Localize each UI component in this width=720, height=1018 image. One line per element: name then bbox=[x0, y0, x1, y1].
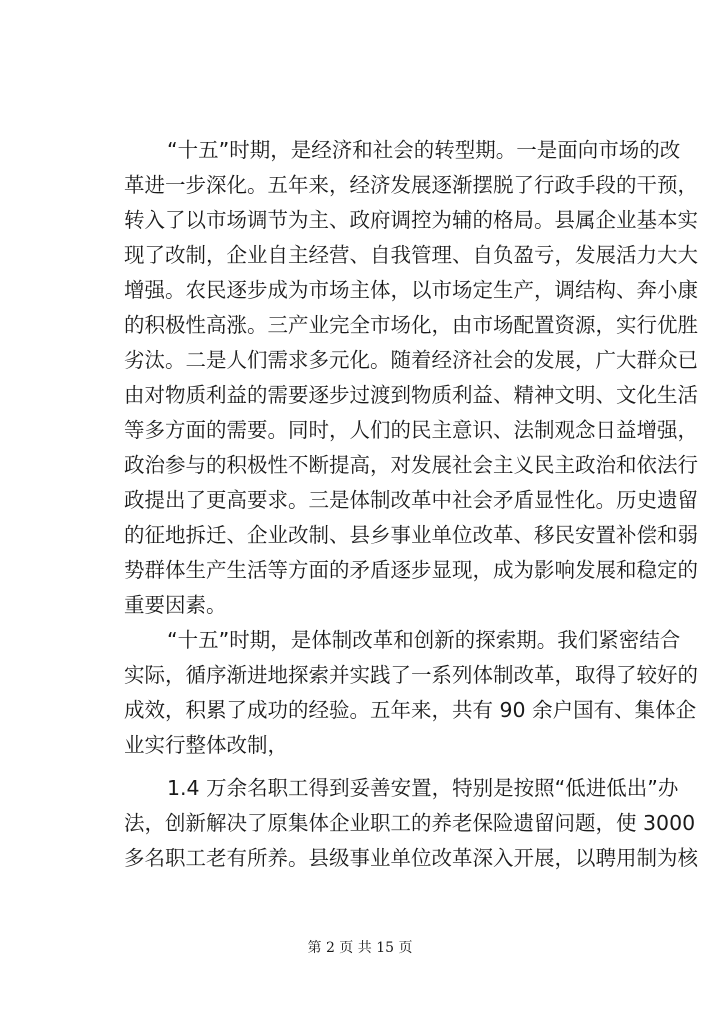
paragraph-1-line-4: 现了改制，企业自主经营、自我管理、自负盈亏，发展活力大大 bbox=[124, 243, 698, 267]
paragraph-3-line-3: 多名职工老有所养。县级事业单位改革深入开展，以聘用制为核 bbox=[124, 846, 698, 870]
paragraph-1-line-3: 转入了以市场调节为主、政府调控为辅的格局。县属企业基本实 bbox=[124, 208, 698, 232]
paragraph-2-line-1: “十五”时期，是体制改革和创新的探索期。我们紧密结合 bbox=[167, 628, 681, 652]
paragraph-3-line-1: 1.4 万余名职工得到妥善安置，特别是按照“低进低出”办 bbox=[167, 776, 679, 800]
paragraph-2-line-2: 实际，循序渐进地探索并实践了一系列体制改革，取得了较好的 bbox=[124, 663, 698, 687]
paragraph-1-line-6: 的积极性高涨。三产业完全市场化，由市场配置资源，实行优胜 bbox=[124, 313, 698, 337]
paragraph-2-line-3: 成效，积累了成功的经验。五年来，共有 90 余户国有、集体企 bbox=[124, 698, 697, 722]
paragraph-2-line-4: 业实行整体改制， bbox=[124, 733, 288, 757]
paragraph-1-line-2: 革进一步深化。五年来，经济发展逐渐摆脱了行政手段的干预， bbox=[124, 173, 698, 197]
paragraph-1-line-5: 增强。农民逐步成为市场主体，以市场定生产，调结构、奔小康 bbox=[124, 278, 698, 302]
paragraph-1-line-8: 由对物质利益的需要逐步过渡到物质利益、精神文明、文化生活 bbox=[124, 383, 698, 407]
paragraph-1-line-9: 等多方面的需要。同时，人们的民主意识、法制观念日益增强， bbox=[124, 418, 698, 442]
paragraph-1-line-13: 势群体生产生活等方面的矛盾逐步显现，成为影响发展和稳定的 bbox=[124, 558, 698, 582]
paragraph-3-line-2: 法，创新解决了原集体企业职工的养老保险遗留问题，使 3000 bbox=[124, 811, 696, 835]
paragraph-1-line-12: 的征地拆迁、企业改制、县乡事业单位改革、移民安置补偿和弱 bbox=[124, 523, 698, 547]
paragraph-1-line-11: 政提出了更高要求。三是体制改革中社会矛盾显性化。历史遗留 bbox=[124, 488, 698, 512]
paragraph-1-line-14: 重要因素。 bbox=[124, 593, 227, 617]
paragraph-1-line-1: “十五”时期，是经济和社会的转型期。一是面向市场的改 bbox=[167, 138, 681, 162]
paragraph-1-line-10: 政治参与的积极性不断提高，对发展社会主义民主政治和依法行 bbox=[124, 453, 698, 477]
paragraph-1-line-7: 劣汰。二是人们需求多元化。随着经济社会的发展，广大群众已 bbox=[124, 348, 698, 372]
page-footer: 第 2 页 共 15 页 bbox=[307, 940, 413, 956]
